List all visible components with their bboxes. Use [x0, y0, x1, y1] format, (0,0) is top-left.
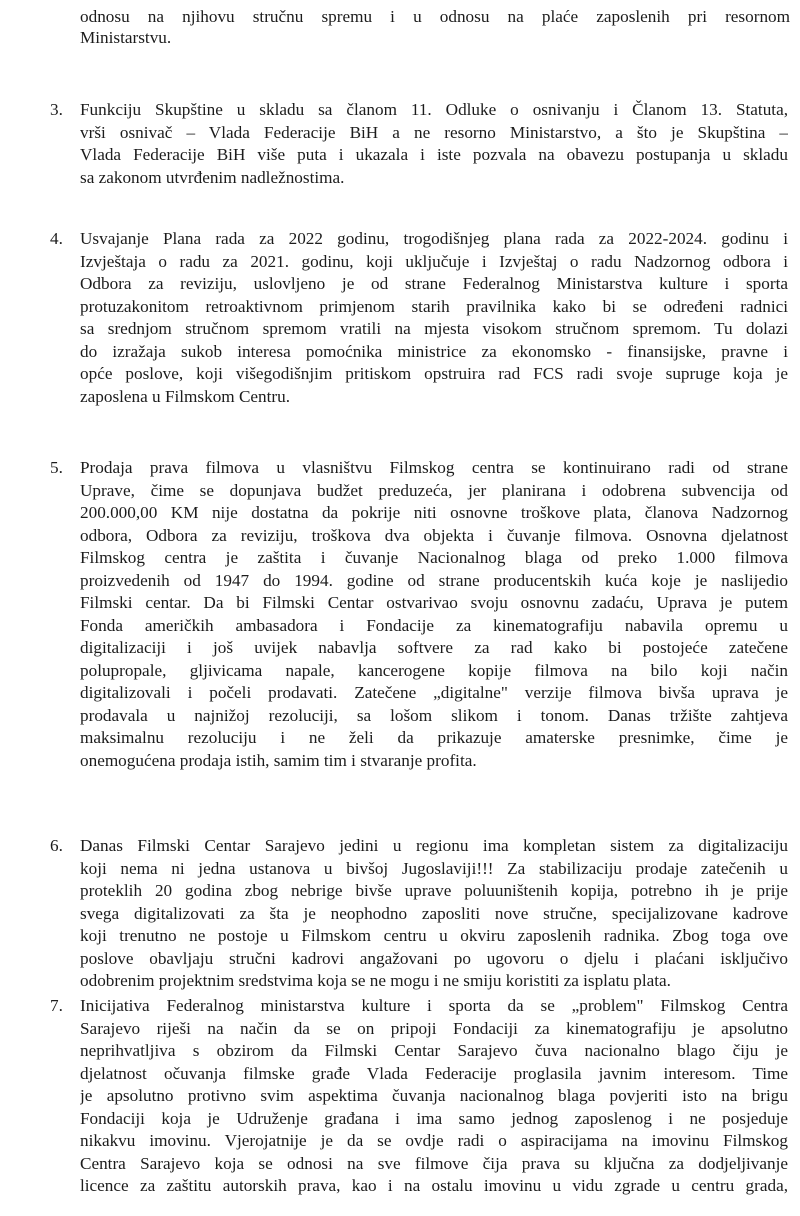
item-paragraph — [80, 457, 788, 772]
text-line: odnosu na njihovu stručnu spremu i u odnosu na plaće zaposlenih pri resornom — [80, 7, 790, 26]
text-line: odbora, Odbora za reviziju, troškova dva objekta i čuvanje filmova. Osnovna djelatnost — [80, 525, 788, 545]
item-number: 4. — [50, 229, 63, 248]
text-line: Danas Filmski Centar Sarajevo jedini u regionu ima kompletan sistem za digitalizaciju — [80, 836, 788, 855]
text-line: digitalizaciji i još uvijek nabavlja softvere za rad kako bi postojeće zatečene — [80, 638, 788, 657]
text-line: digitalizovali i počeli prodavati. Zatečene „digitalne" verzije filmova bivša uprava je — [80, 683, 788, 702]
text-line: polupropale, gljivicama napale, kancerogene kopije filmova na bilo koji način — [80, 660, 788, 680]
text-line: Fondaciji koja je Udruženje građana i ima samo jednog zaposlenog i ne posjeduje — [80, 1108, 788, 1128]
text-line: sa zakonom utvrđenim nadležnostima. — [80, 167, 345, 187]
text-line: nikakvu imovinu. Vjerojatnije je da se ovdje radi o aspiracijama na imovinu Filmskog — [80, 1131, 788, 1150]
text-line: koji trenutno ne postoje u Filmskom centru u okviru zaposlenih radnika. Zbog toga ove — [80, 926, 788, 945]
text-line: poslove obavljaju stručni kadrovi angažovani po ugovoru o djelu i plaćani isključivo — [80, 948, 788, 968]
text-line: Funkciju Skupštine u skladu sa članom 11. Odluke o osnivanju i Članom 13. Statuta, — [80, 100, 788, 119]
text-line: Filmskog centra je zaštita i čuvanje Nacionalnog blaga od preko 1.000 filmova — [80, 548, 788, 567]
text-line: licence za zaštitu autorskih prava, kao i na ostalu imovinu u vidu zgrade u centru grada, — [80, 1176, 788, 1195]
item-paragraph — [80, 835, 788, 993]
item-number: 7. — [50, 996, 63, 1015]
text-line: Prodaja prava filmova u vlasništvu Filmskog centra se kontinuirano radi od strane — [80, 458, 788, 477]
text-line: vrši osnivač – Vlada Federacije BiH a ne resorno Ministarstvo, a što je Skupština – — [80, 122, 788, 142]
text-line: Izvještaja o radu za 2021. godinu, koji uključuje i Izvještaj o radu Nadzornog odbora i — [80, 251, 788, 271]
text-line: je apsolutno protivno svim aspektima čuvanja nacionalnog blaga povjeriti isto na brigu — [80, 1086, 788, 1105]
text-line: Centra Sarajevo koja se odnosi na sve filmove čija prava su ključna za dodjeljivanje — [80, 1153, 788, 1173]
text-line: sa srednjom stručnom spremom vratili na mjesta visokom stručnom spremom. Tu dolazi — [80, 319, 788, 338]
text-line: koji nema ni jedna ustanova u bivšoj Jugoslaviji!!! Za stabilizaciju prodaje zatečenih u — [80, 858, 788, 878]
text-line: Uprave, čime se dopunjava budžet preduzeća, jer planirana i odobrena subvencija od — [80, 480, 788, 500]
text-line: proteklih 20 godina zbog nebrige bivše uprave poluuništenih kopija, potrebno ih je prije — [80, 881, 788, 900]
text-line: odobrenim projektnim sredstvima koja se ne mogu i ne smiju koristiti za isplatu plata. — [80, 971, 671, 990]
text-line: neprihvatljiva s obzirom da Filmski Centar Sarajevo čuva nacionalno blago čiju je — [80, 1041, 788, 1060]
item-paragraph — [80, 228, 788, 408]
text-line: Filmski centar. Da bi Filmski Centar ostvarivao svoju osnovnu zadaću, Uprava je putem — [80, 593, 788, 612]
text-line: opće poslove, koji višegodišnjim pritiskom opstruira rad FCS radi svoje supruge koja je — [80, 364, 788, 383]
item-number: 5. — [50, 458, 63, 477]
item-number: 3. — [50, 100, 63, 119]
intro-paragraph — [80, 6, 790, 48]
text-line: svega digitalizovati za šta je neophodno zaposliti nove stručne, specijalizovane kadrove — [80, 903, 788, 923]
text-line: Ministarstvu. — [80, 28, 172, 47]
text-line: proizvedenih od 1947 do 1994. godine od strane producentskih kuća koje je naslijedio — [80, 570, 788, 590]
item-number: 6. — [50, 836, 63, 855]
text-line: 200.000,00 KM nije dostatna da pokrije niti osnovne troškove plata, članova Nadzornog — [80, 503, 788, 522]
text-line: protuzakonitom retroaktivnom primjenom starih pravilnika kako bi se određeni radnici — [80, 296, 788, 316]
text-line: Inicijativa Federalnog ministarstva kulture i sporta da se „problem" Filmskog Centra — [80, 996, 788, 1015]
text-line: do izražaja sukob interesa pomoćnika ministrice za ekonomsko - finansijske, pravne i — [80, 341, 788, 361]
text-line: onemogućena prodaja istih, samim tim i stvaranje profita. — [80, 750, 477, 770]
text-line: Vlada Federacije BiH više puta i ukazala i iste pozvala na obavezu postupanja u skladu — [80, 145, 788, 164]
text-line: Sarajevo riješi na način da se on pripoji Fondaciji za kinematografiju je apsolutno — [80, 1018, 788, 1038]
text-line: Odbora za reviziju, uslovljeno je od strane Federalnog Ministarstva kulture i sporta — [80, 274, 788, 293]
text-line: zaposlena u Filmskom Centru. — [80, 386, 291, 406]
text-line: djelatnost očuvanja filmske građe Vlada Federacije proglasila javnim interesom. Time — [80, 1063, 788, 1083]
item-paragraph — [80, 995, 788, 1198]
text-line: Fonda američkih ambasadora i Fondacije za kinematografiju nabavila opremu u — [80, 615, 788, 635]
item-paragraph — [80, 99, 788, 189]
text-line: prodavala u najnižoj rezoluciji, sa lošom slikom i tonom. Danas tržište zahtjeva — [80, 705, 788, 725]
text-line: maksimalnu rezoluciju i ne želi da prikazuje amaterske presnimke, čime je — [80, 728, 788, 747]
text-line: Usvajanje Plana rada za 2022 godinu, trogodišnjeg plana rada za 2022-2024. godinu i — [80, 229, 788, 248]
